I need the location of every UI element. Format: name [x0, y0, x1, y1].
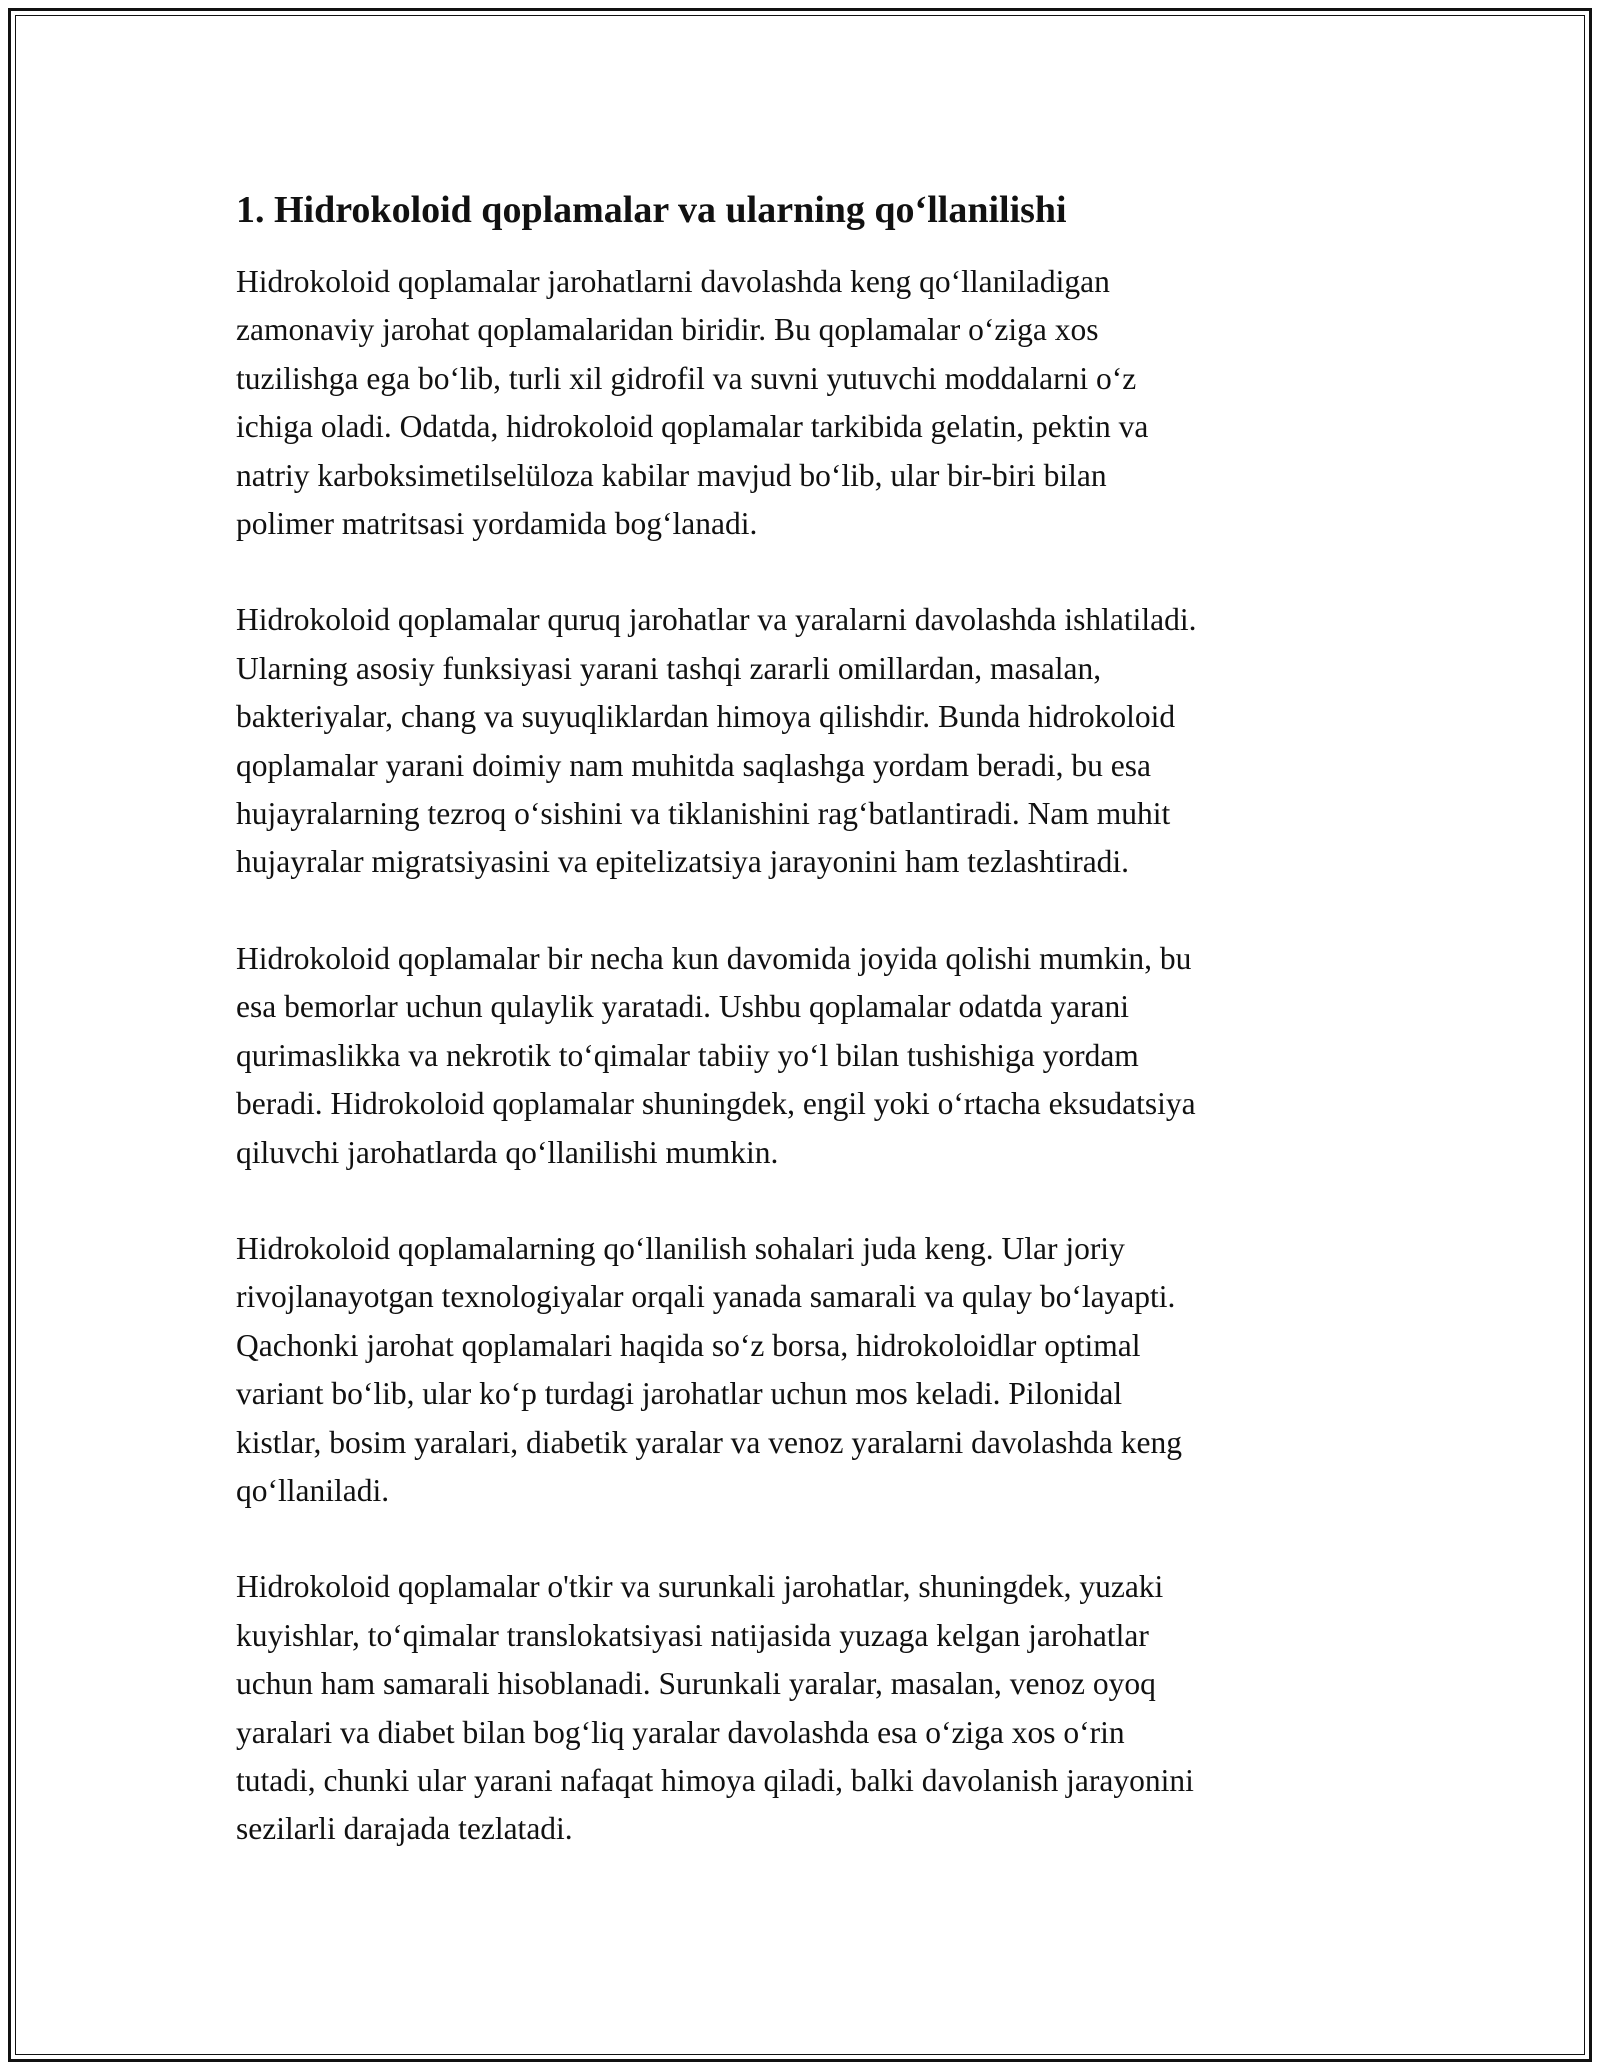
- paragraph-line: uchun ham samarali hisoblanadi. Surunkali yaralar, masalan, venoz oyoq: [236, 1666, 1156, 1702]
- paragraph-line: qurimaslikka va nekrotik to‘qimalar tabiiy yo‘l bilan tushishiga yordam: [236, 1037, 1139, 1073]
- document-paragraph: [236, 596, 1366, 886]
- document-paragraph: [236, 935, 1366, 1177]
- paragraph-line: beradi. Hidrokoloid qoplamalar shuningdek, engil yoki o‘rtacha eksudatsiya: [236, 1086, 1196, 1122]
- paragraph-line: kuyishlar, to‘qimalar translokatsiyasi natijasida yuzaga kelgan jarohatlar: [236, 1617, 1149, 1653]
- paragraph-line: zamonaviy jarohat qoplamalaridan biridir. Bu qoplamalar o‘ziga xos: [236, 312, 1099, 348]
- paragraph-line: qoplamalar yarani doimiy nam muhitda saqlashga yordam beradi, bu esa: [236, 747, 1151, 783]
- paragraph-line: sezilarli darajada tezlatadi.: [236, 1811, 573, 1847]
- paragraph-line: rivojlanayotgan texnologiyalar orqali yanada samarali va qulay bo‘layapti.: [236, 1279, 1176, 1315]
- paragraph-line: bakteriyalar, chang va suyuqliklardan himoya qilishdir. Bunda hidrokoloid: [236, 699, 1176, 735]
- paragraph-line: variant bo‘lib, ular ko‘p turdagi jarohatlar uchun mos keladi. Pilonidal: [236, 1376, 1123, 1412]
- paragraph-line: tutadi, chunki ular yarani nafaqat himoya qiladi, balki davolanish jarayonini: [236, 1762, 1194, 1798]
- paragraph-line: hujayralarning tezroq o‘sishini va tiklanishini rag‘batlantiradi. Nam muhit: [236, 796, 1171, 832]
- paragraph-line: natriy karboksimetilselüloza kabilar mavjud bo‘lib, ular bir-biri bilan: [236, 457, 1107, 493]
- paragraph-line: tuzilishga ega bo‘lib, turli xil gidrofil va suvni yutuvchi moddalarni o‘z: [236, 360, 1137, 396]
- paragraph-line: Hidrokoloid qoplamalar quruq jarohatlar va yaralarni davolashda ishlatiladi.: [236, 602, 1197, 638]
- paragraph-line: qo‘llaniladi.: [236, 1472, 390, 1508]
- document-paragraphs: [236, 258, 1366, 1854]
- paragraph-line: Qachonki jarohat qoplamalari haqida so‘z borsa, hidrokoloidlar optimal: [236, 1327, 1141, 1363]
- document-paragraph: [236, 1563, 1366, 1853]
- paragraph-line: kistlar, bosim yaralari, diabetik yaralar va venoz yaralarni davolashda keng: [236, 1424, 1182, 1460]
- paragraph-line: hujayralar migratsiyasini va epitelizatsiya jarayonini ham tezlashtiradi.: [236, 844, 1130, 880]
- paragraph-line: ichiga oladi. Odatda, hidrokoloid qoplamalar tarkibida gelatin, pektin va: [236, 409, 1149, 445]
- paragraph-line: polimer matritsasi yordamida bog‘lanadi.: [236, 506, 758, 542]
- paragraph-line: Hidrokoloid qoplamalarning qo‘llanilish sohalari juda keng. Ular joriy: [236, 1230, 1125, 1266]
- paragraph-line: Hidrokoloid qoplamalar jarohatlarni davolashda keng qo‘llaniladigan: [236, 264, 1110, 299]
- paragraph-line: Hidrokoloid qoplamalar o'tkir va surunkali jarohatlar, shuningdek, yuzaki: [236, 1569, 1164, 1605]
- paragraph-line: Hidrokoloid qoplamalar bir necha kun davomida joyida qolishi mumkin, bu: [236, 940, 1192, 976]
- document-paragraph: [236, 1225, 1366, 1515]
- paragraph-line: esa bemorlar uchun qulaylik yaratadi. Ushbu qoplamalar odatda yarani: [236, 989, 1130, 1025]
- document-title: 1. Hidrokoloid qoplamalar va ularning qo‘llanilishi: [236, 189, 1067, 231]
- document-body: [236, 186, 1366, 1902]
- document-paragraph: [236, 258, 1366, 548]
- paragraph-line: Ularning asosiy funksiyasi yarani tashqi zararli omillardan, masalan,: [236, 650, 1102, 686]
- paragraph-line: qiluvchi jarohatlarda qo‘llanilishi mumkin.: [236, 1134, 779, 1170]
- paragraph-line: yaralari va diabet bilan bog‘liq yaralar davolashda esa o‘ziga xos o‘rin: [236, 1714, 1125, 1750]
